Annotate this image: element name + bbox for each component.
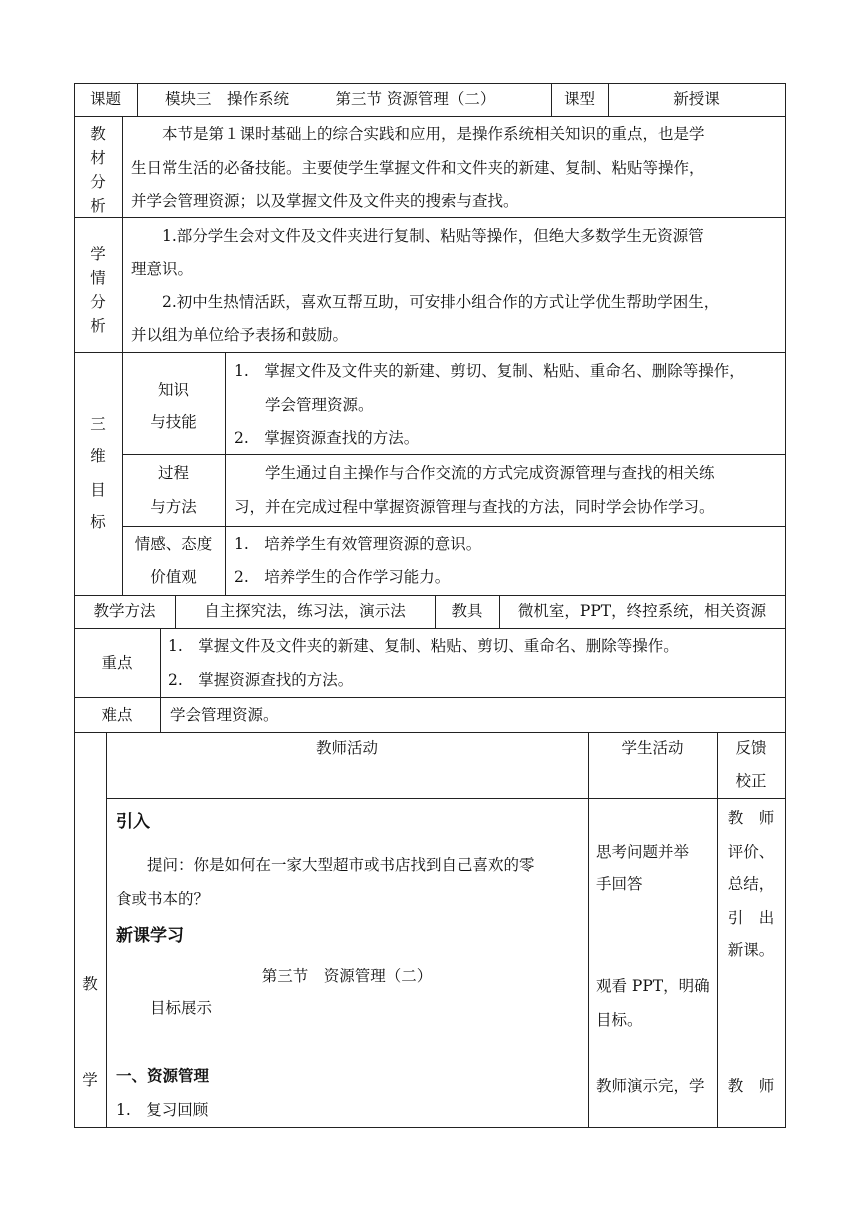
student-analysis-label: 情	[90, 269, 106, 287]
method-value: 自主探究法，练习法，演示法	[204, 602, 406, 620]
emotion-label: 价值观	[150, 568, 197, 586]
process-method-text: 习，并在完成过程中掌握资源管理与查找的方法，同时学会协作学习。	[234, 498, 715, 516]
material-analysis-label: 教	[90, 125, 106, 143]
rule	[588, 732, 589, 1127]
section-title: 第三节 资源管理（二）	[261, 967, 433, 985]
process-method-label: 过程	[157, 464, 189, 482]
student-analysis-label: 分	[90, 293, 106, 311]
knowledge-label: 知识	[157, 381, 189, 399]
rule	[160, 628, 161, 732]
student-activity-text: 目标。	[596, 1011, 643, 1029]
student-activity-text: 手回答	[596, 875, 643, 893]
emotion-label: 情感、态度	[134, 535, 213, 553]
material-analysis-text: 本节是第１课时基础上的综合实践和应用，是操作系统相关知识的重点，也是学	[131, 125, 705, 143]
topic-value: 模块三 操作系统 第三节 资源管理（二）	[165, 90, 496, 108]
emotion-text: 2. 培养学生的合作学习能力。	[234, 568, 451, 586]
rule	[74, 1127, 786, 1128]
feedback-header: 校正	[735, 772, 767, 790]
knowledge-text: 学会管理资源。	[234, 396, 374, 414]
feedback-header: 反馈	[735, 739, 767, 757]
student-analysis-label: 析	[90, 317, 106, 335]
process-method-label: 与方法	[150, 498, 197, 516]
feedback-text: 新课。	[727, 941, 775, 959]
rule	[74, 697, 786, 698]
rule	[106, 732, 107, 1127]
objectives-label: 标	[90, 513, 106, 531]
goal-display: 目标展示	[150, 999, 213, 1017]
intro-text: 食或书本的？	[116, 890, 210, 908]
student-analysis-text: 1.部分学生会对文件及文件夹进行复制、粘贴等操作，但绝大多数学生无资源管	[131, 227, 704, 245]
new-lesson-heading: 新课学习	[116, 926, 184, 946]
feedback-text: 评价、	[727, 843, 775, 861]
student-activity-text: 教师演示完，学	[596, 1077, 705, 1095]
feedback-text: 引 出	[727, 909, 775, 927]
student-analysis-text: 2.初中生热情活跃，喜欢互帮互助，可安排小组合作的方式让学优生帮助学困生，	[131, 293, 720, 311]
process-method-text: 学生通过自主操作与合作交流的方式完成资源管理与查找的相关练	[234, 464, 715, 482]
material-analysis-label: 材	[90, 149, 106, 167]
key-points-label: 重点	[101, 654, 133, 672]
resource-management-heading: 一、资源管理	[116, 1066, 210, 1085]
lesson-type-label: 课型	[563, 90, 595, 108]
rule	[74, 628, 786, 629]
material-analysis-text: 生日常生活的必备技能。主要使学生掌握文件和文件夹的新建、复制、粘贴等操作，	[131, 159, 705, 177]
key-points-text: 1. 掌握文件及文件夹的新建、复制、粘贴、剪切、重命名、删除等操作。	[168, 637, 679, 655]
objectives-label: 三	[90, 415, 106, 433]
material-analysis-label: 析	[90, 197, 106, 215]
process-side-label: 学	[82, 1071, 98, 1089]
feedback-text: 教 师	[727, 809, 775, 827]
feedback-text: 总结，	[727, 875, 775, 893]
process-side-label: 教	[82, 975, 98, 993]
topic-label: 课题	[89, 90, 121, 108]
student-activity-text: 思考问题并举	[596, 843, 690, 861]
rule	[225, 352, 226, 595]
key-points-text: 2. 掌握资源查找的方法。	[168, 671, 354, 689]
intro-heading: 引入	[116, 812, 150, 832]
feedback-text: 教 师	[727, 1077, 775, 1095]
material-analysis-label: 分	[90, 173, 106, 191]
teacher-activity-header: 教师活动	[315, 739, 378, 757]
student-activity-header: 学生活动	[621, 739, 684, 757]
student-analysis-label: 学	[90, 245, 106, 263]
rule	[106, 798, 786, 799]
rule	[122, 526, 786, 527]
rule	[137, 83, 138, 116]
tools-value: 微机室，PPT，终控系统，相关资源	[517, 602, 767, 620]
rule	[74, 217, 786, 218]
student-analysis-text: 理意识。	[131, 260, 194, 278]
student-activity-text: 观看 PPT，明确	[596, 977, 710, 995]
difficult-label: 难点	[101, 706, 133, 724]
difficult-text: 学会管理资源。	[170, 706, 279, 724]
knowledge-text: 1. 掌握文件及文件夹的新建、剪切、复制、粘贴、重命名、删除等操作，	[234, 362, 745, 380]
student-analysis-text: 并以组为单位给予表扬和鼓励。	[131, 326, 349, 344]
emotion-text: 1. 培养学生有效管理资源的意识。	[234, 535, 482, 553]
lesson-type-value: 新授课	[673, 90, 720, 108]
rule	[122, 454, 786, 455]
objectives-label: 维	[90, 447, 106, 465]
knowledge-text: 2. 掌握资源查找的方法。	[234, 429, 420, 447]
material-analysis-text: 并学会管理资源；以及掌握文件及文件夹的搜索与查找。	[131, 192, 519, 210]
rule	[74, 116, 786, 117]
rule	[785, 83, 786, 1128]
method-label: 教学方法	[93, 602, 156, 620]
knowledge-label: 与技能	[150, 413, 197, 431]
intro-text: 提问：你是如何在一家大型超市或书店找到自己喜欢的零	[116, 856, 535, 874]
rule	[122, 116, 123, 595]
objectives-label: 目	[90, 481, 106, 499]
tools-label: 教具	[451, 602, 483, 620]
rule	[74, 352, 786, 353]
review-item: 1. 复习回顾	[116, 1101, 209, 1119]
